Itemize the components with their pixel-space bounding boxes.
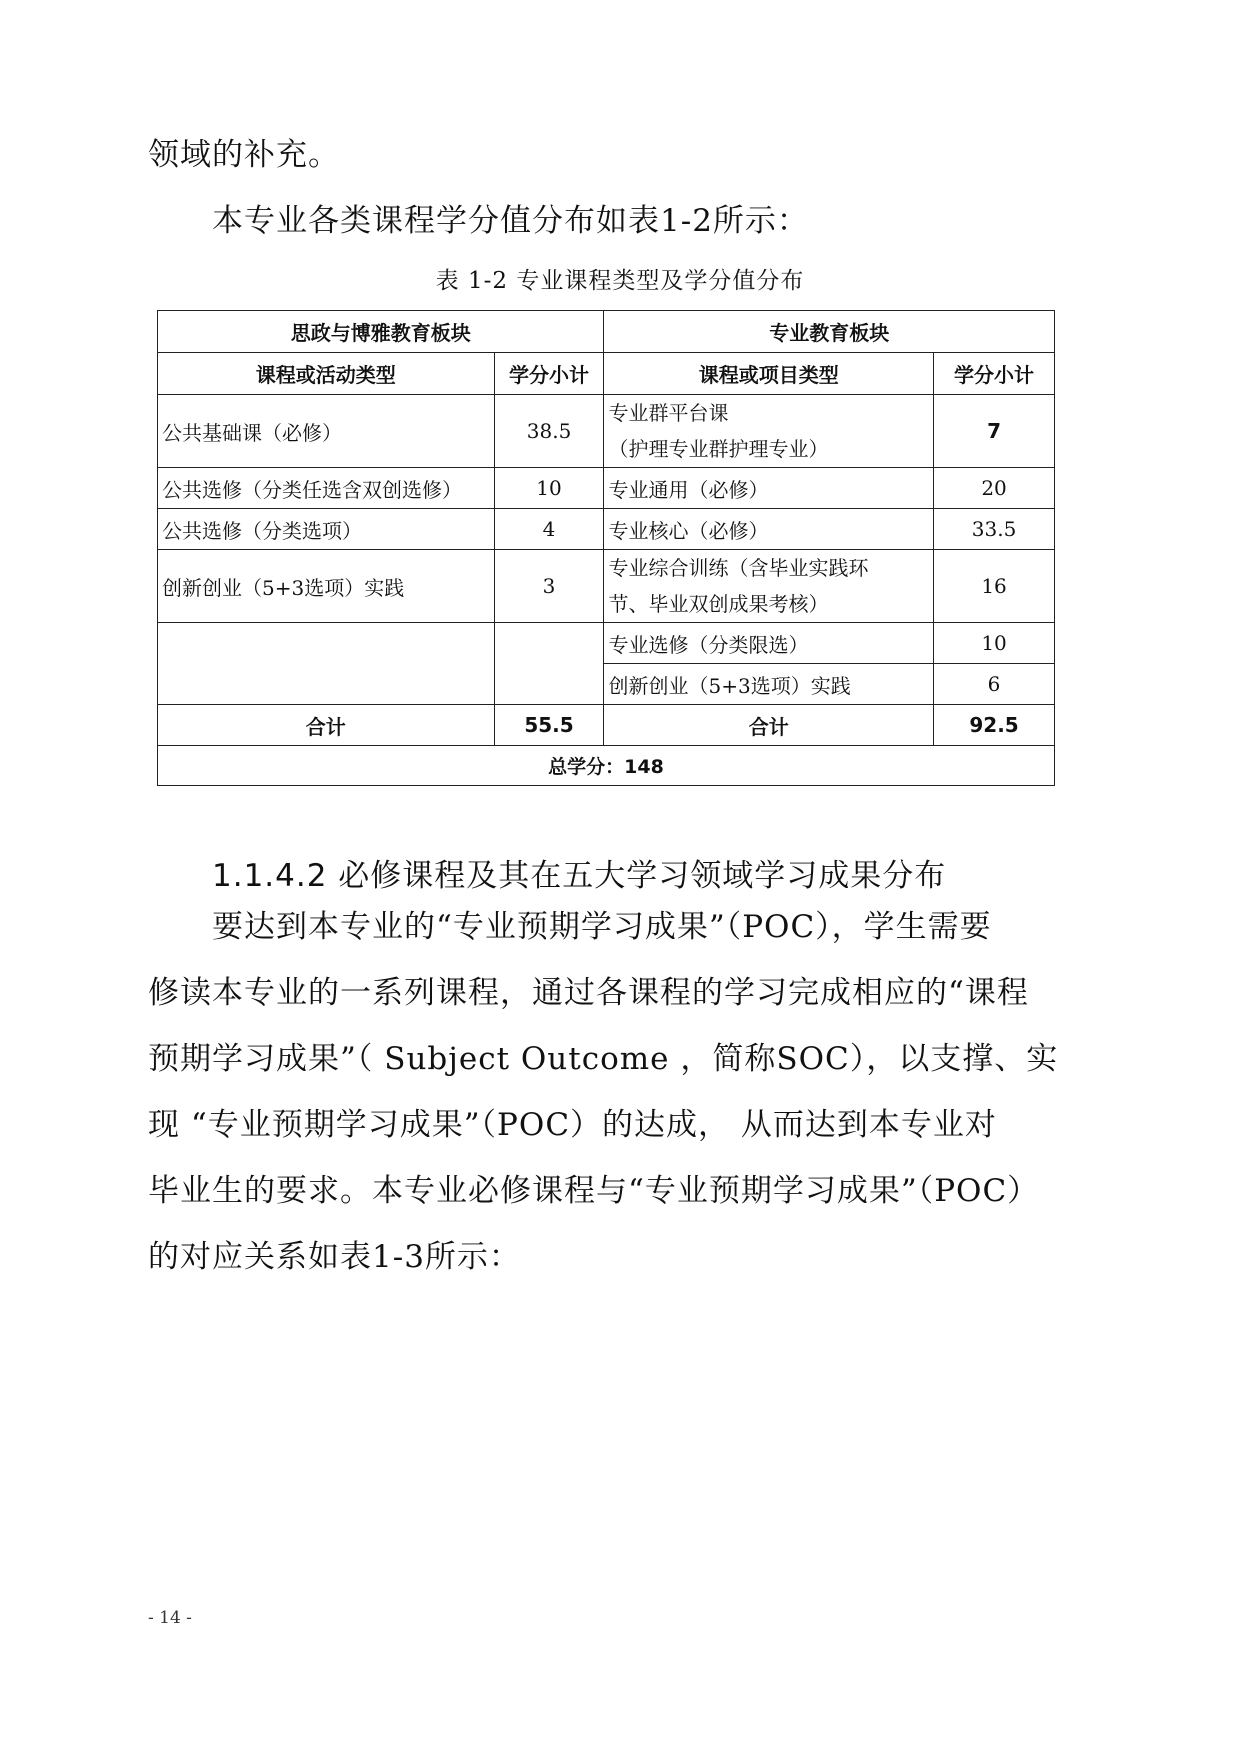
row-right-type-line-2: 节、毕业双创成果考核） [608,592,829,616]
table-caption: 表 1-2 专业课程类型及学分值分布 [435,268,805,294]
col-left-credit: 学分小计 [494,353,604,395]
table-row [158,468,1055,509]
body-line-6: 的对应关系如表1-3所示： [148,1239,521,1275]
page-number: - 14 - [148,1608,192,1628]
row-left-type: 公共基础课（必修） [158,395,495,468]
body-line-1: 要达到本专业的“专业预期学习成果”（POC），学生需要 [212,909,992,945]
row-right-type-line-1: 专业综合训练（含毕业实践环 [608,556,869,580]
sum-label-right: 合计 [604,705,934,746]
table-total-row [158,746,1055,786]
intro-line-2: 本专业各类课程学分值分布如表1-2所示： [212,203,809,239]
row-left-credit: 4 [494,509,604,550]
table-column-header-row [158,353,1055,395]
grand-total: 总学分：148 [158,746,1055,786]
left-block-header: 思政与博雅教育板块 [158,311,604,353]
sum-label-left: 合计 [158,705,495,746]
body-line-4: 现 “专业预期学习成果”（POC）的达成， 从而达到本专业对 [148,1107,997,1143]
row-left-type: 公共选修（分类选项） [158,509,495,550]
credit-distribution-table [157,310,1055,786]
row-right-credit: 6 [934,664,1055,705]
row-right-type: 专业通用（必修） [604,468,934,509]
body-line-2: 修读本专业的一系列课程，通过各课程的学习完成相应的“课程 [148,975,1029,1011]
sum-right: 92.5 [934,705,1055,746]
col-right-type: 课程或项目类型 [604,353,934,395]
row-left-credit: 38.5 [494,395,604,468]
row-right-credit: 33.5 [934,509,1055,550]
row-right-credit: 10 [934,623,1055,664]
row-left-type: 创新创业（5+3选项）实践 [158,550,495,623]
empty-left-credit [494,623,604,705]
col-right-credit: 学分小计 [934,353,1055,395]
right-block-header: 专业教育板块 [604,311,1055,353]
col-left-type: 课程或活动类型 [158,353,495,395]
section-heading: 1.1.4.2 必修课程及其在五大学习领域学习成果分布 [212,858,947,894]
body-line-5: 毕业生的要求。本专业必修课程与“专业预期学习成果”（POC） [148,1173,1040,1209]
row-right-type-line-1: 专业群平台课 [608,401,729,425]
row-right-type: 专业核心（必修） [604,509,934,550]
sum-left: 55.5 [494,705,604,746]
row-right-type-line-2: （护理专业群护理专业） [608,437,829,461]
row-right-type [604,395,934,468]
table-block-header-row [158,311,1055,353]
row-right-credit: 7 [934,395,1055,468]
table-row [158,509,1055,550]
empty-left-type [158,623,495,705]
table-sum-row [158,705,1055,746]
table-row [158,395,1055,468]
row-left-credit: 10 [494,468,604,509]
body-line-3: 预期学习成果”（ Subject Outcome ，简称SOC），以支撑、实 [148,1041,1059,1077]
row-right-type: 专业选修（分类限选） [604,623,934,664]
table-row [158,623,1055,664]
table-row [158,550,1055,623]
row-left-credit: 3 [494,550,604,623]
row-left-type: 公共选修（分类任选含双创选修） [158,468,495,509]
row-right-credit: 20 [934,468,1055,509]
row-right-credit: 16 [934,550,1055,623]
row-right-type [604,550,934,623]
row-right-type: 创新创业（5+3选项）实践 [604,664,934,705]
intro-line-1: 领域的补充。 [148,137,340,173]
